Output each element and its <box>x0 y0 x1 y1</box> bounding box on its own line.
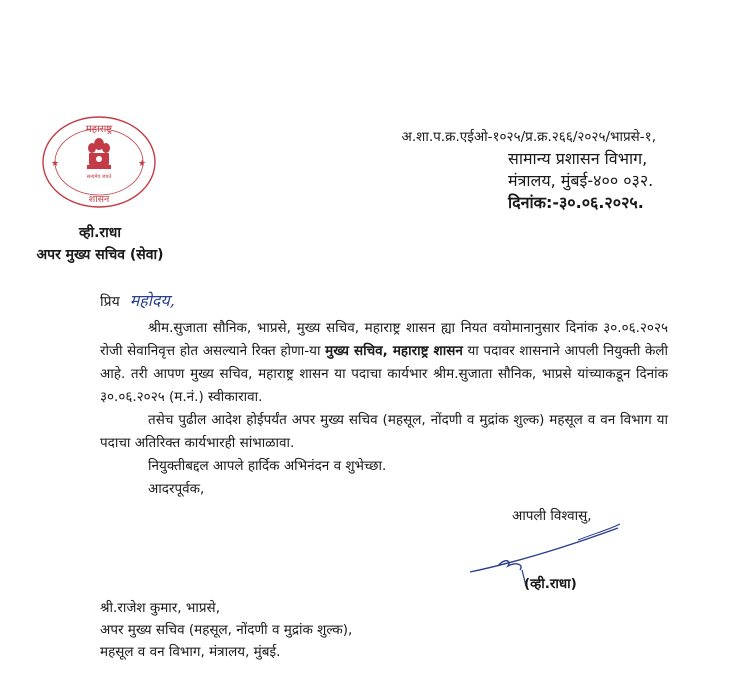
recipient-department: महसूल व वन विभाग, मंत्रालय, मुंबई. <box>100 644 281 660</box>
salutation-handwritten <box>130 289 175 311</box>
seal-star-left-icon: ★ <box>51 159 60 169</box>
recipient-block <box>100 597 352 663</box>
reference-location: मंत्रालय, मुंबई-४०० ०३२. <box>508 171 654 190</box>
sender-name: व्ही.राधा <box>78 225 121 241</box>
salutation-handwritten-word: महोदय <box>129 291 170 310</box>
body-paragraph-3: नियुक्तीबद्दल आपले हार्दिक अभिनंदन व शुभेच्छा. <box>148 458 387 474</box>
para1-part-b: या पदावर शासनाने आपली नियुक्ती केली आहे. तरी आपण मुख्य सचिव, महाराष्ट्र शासन या पदाचा कार्यभार श्रीम.सुजाता सौनिक, भाप्रसे यांच्याकडून दिनांक ३०.०६.२०२५ (म.नं.) स्वीकारावा. <box>100 343 668 405</box>
closing-left: आदरपूर्वक, <box>148 481 205 497</box>
sender-block <box>0 222 200 266</box>
sender-designation: अपर मुख्य सचिव (सेवा) <box>36 247 164 263</box>
recipient-designation: अपर मुख्य सचिव (महसूल, नोंदणी व मुद्रांक शुल्क), <box>100 622 353 638</box>
para1-bold: मुख्य सचिव, महाराष्ट्र शासन <box>325 343 463 359</box>
salutation-comma: , <box>169 291 175 310</box>
body-paragraph-2: तसेच पुढील आदेश होईपर्यंत अपर मुख्य सचिव (महसूल, नोंदणी व मुद्रांक शुल्क) महसूल व वन विभाग या पदाचा अतिरिक्त कार्यभारही सांभाळावा. <box>100 412 668 451</box>
signature-closing: आपली विश्वासु, <box>512 508 592 524</box>
seal-star-right-icon: ★ <box>138 159 147 169</box>
seal-motto: सत्यमेव जयते <box>86 174 112 180</box>
seal-bottom-text: शासन <box>88 194 110 205</box>
letter-body <box>100 317 668 501</box>
signature-name: (व्ही.राधा) <box>524 576 577 592</box>
salutation <box>100 289 175 311</box>
reference-department: सामान्य प्रशासन विभाग, <box>508 149 648 168</box>
reference-number: अ.शा.प.क्र.एईओ-१०२५/प्र.क्र.२६६/२०२५/भाप्रसे-१, <box>401 129 656 145</box>
para1-part-a: श्रीम.सुजाता सौनिक, भाप्रसे, मुख्य सचिव, महाराष्ट्र शासन ह्या नियत वयोमानानुसार दिनांक ३०.०६.२०२५ रोजी सेवानिवृत्त होत असल्याने रिक्त होणा-या <box>100 320 668 359</box>
reference-date: दिनांक:-३०.०६.२०२५. <box>508 193 644 212</box>
recipient-name: श्री.राजेश कुमार, भाप्रसे, <box>100 600 220 616</box>
seal-top-text: महाराष्ट्र <box>85 124 113 135</box>
salutation-prefix: प्रिय <box>100 294 120 310</box>
reference-block <box>0 126 672 148</box>
body-paragraph-1 <box>100 317 668 409</box>
